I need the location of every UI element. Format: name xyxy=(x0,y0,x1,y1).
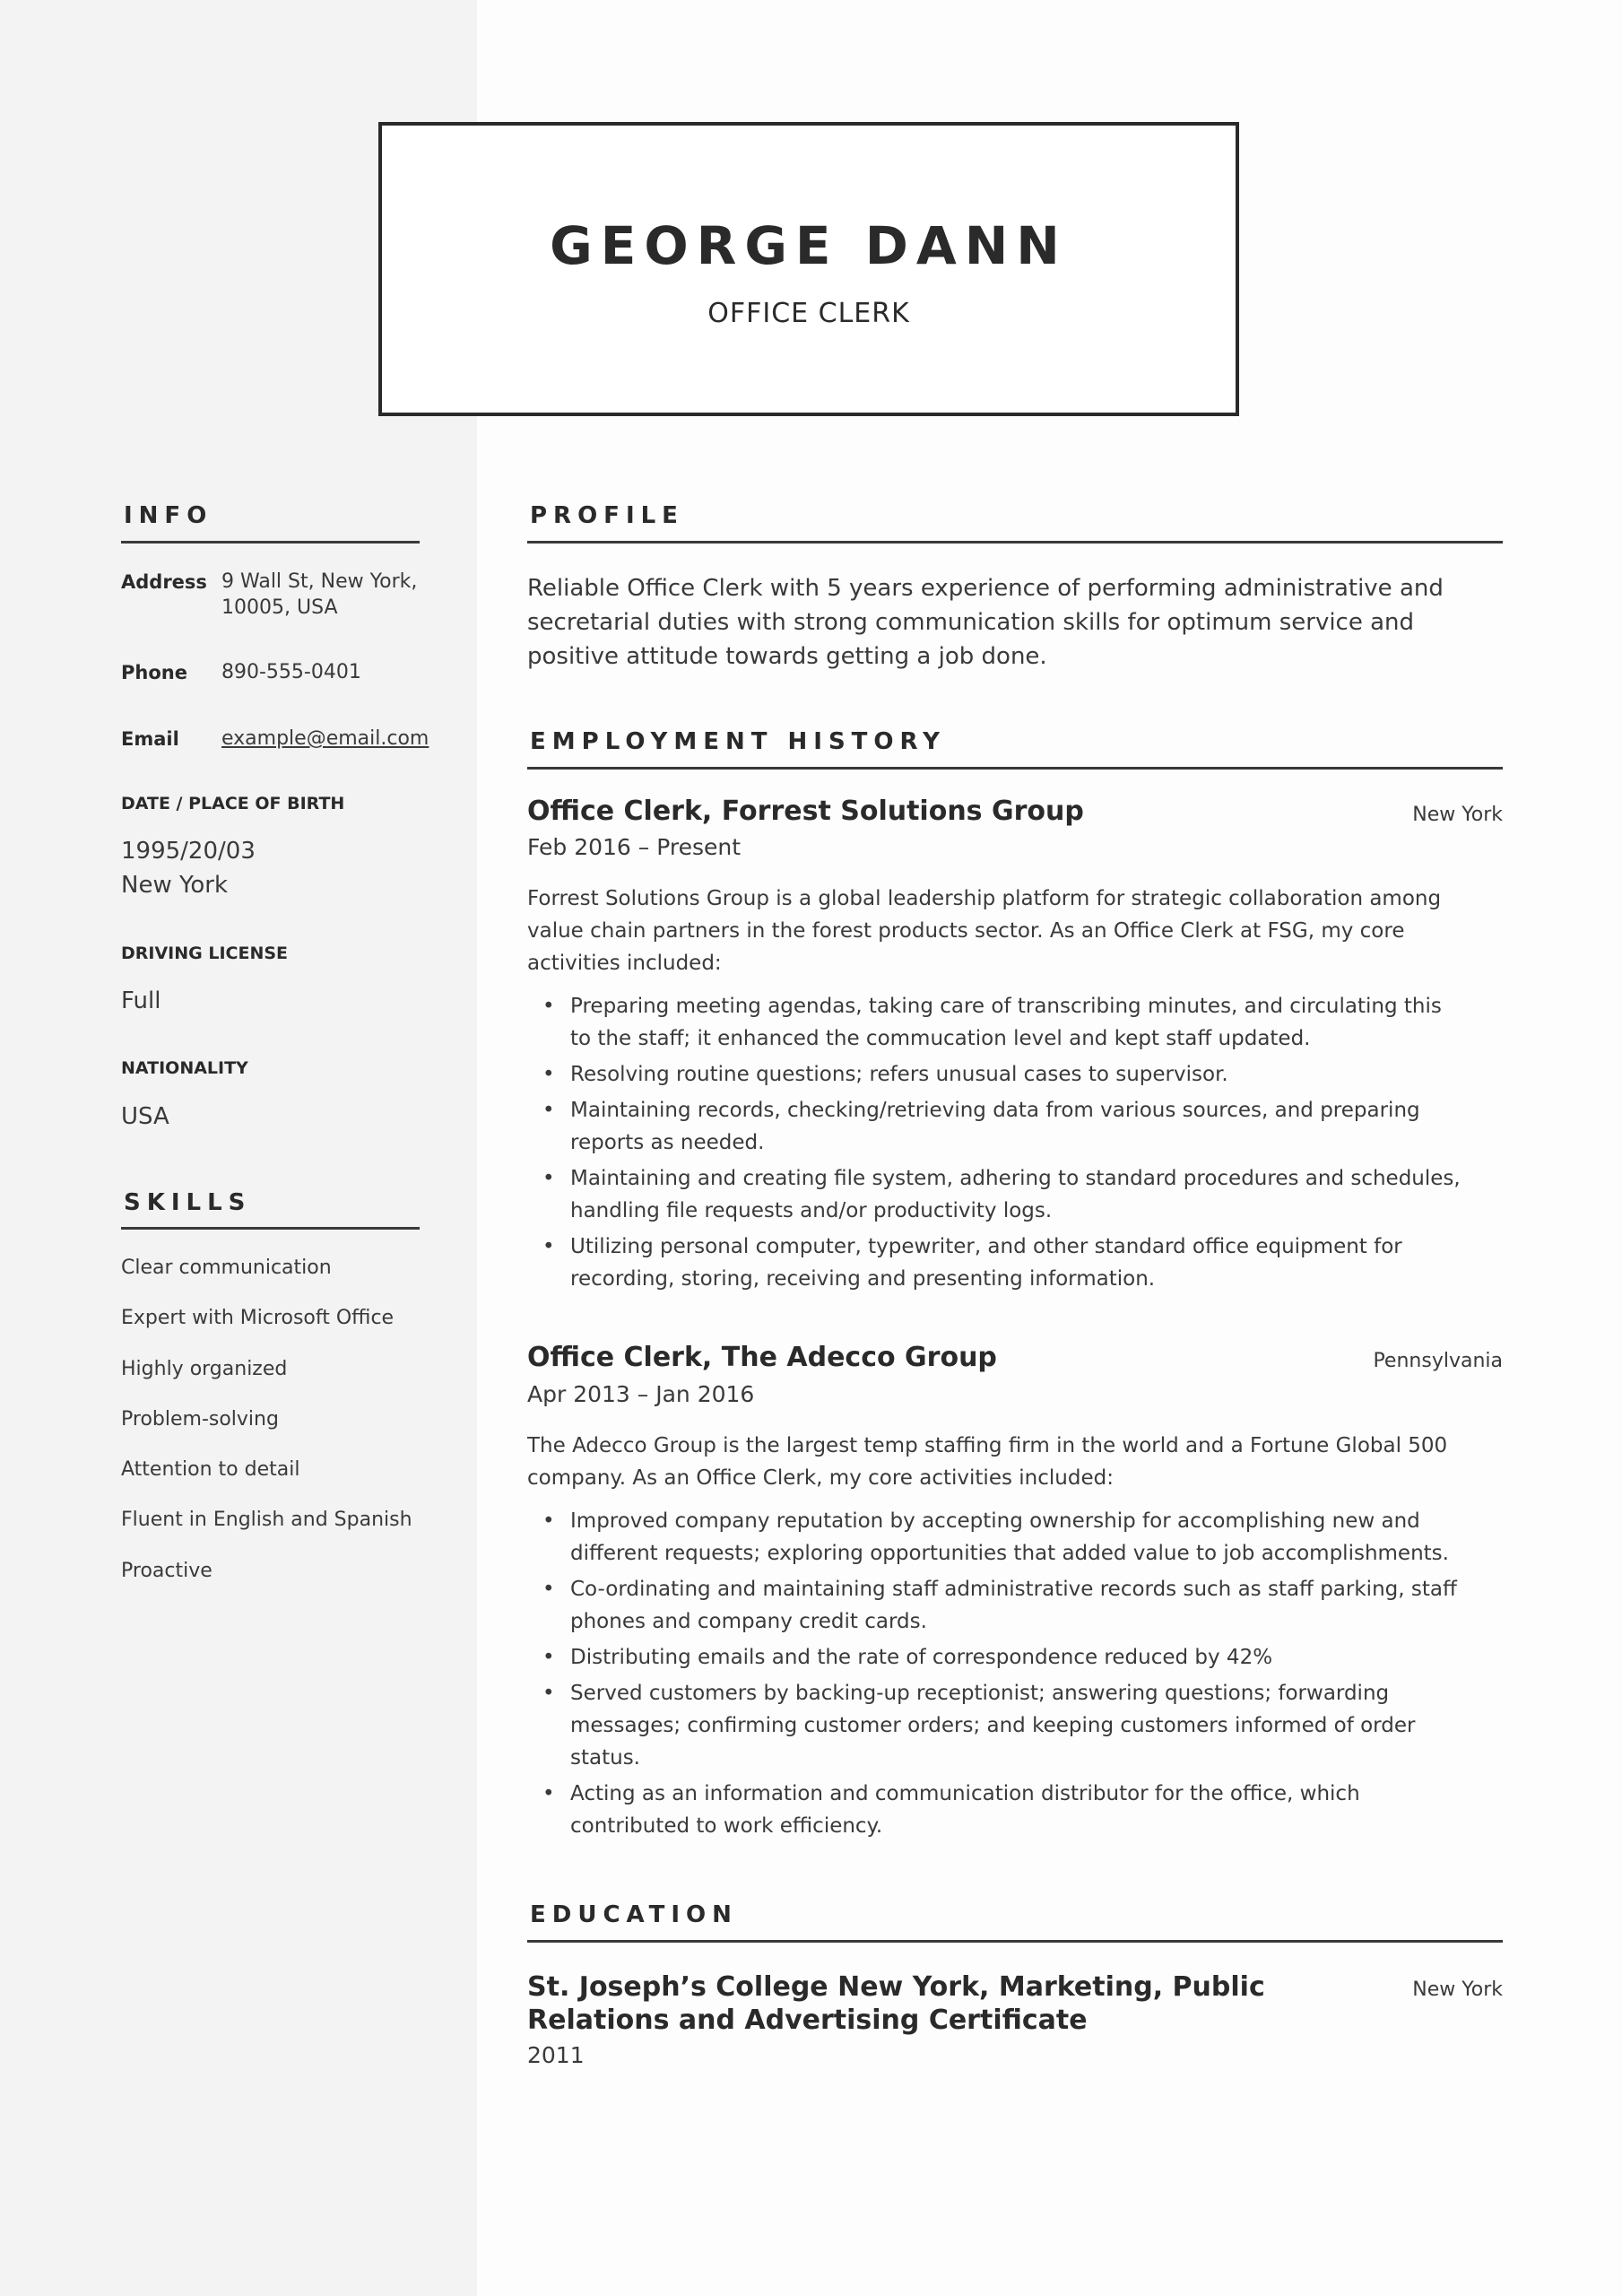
education-title-line: Relations and Advertising Certificate xyxy=(527,2005,1088,2036)
skill-item: Clear communication xyxy=(121,1257,332,1279)
candidate-name: GEORGE DANN xyxy=(550,215,1068,276)
skill-item: Expert with Microsoft Office xyxy=(121,1307,395,1329)
bullet-icon: • xyxy=(542,1235,555,1258)
bullet-line: Served customers by backing-up receptionist; answering questions; forwarding xyxy=(570,1682,1390,1705)
bullet-line: contributed to work efficiency. xyxy=(570,1814,883,1838)
skill-item: Fluent in English and Spanish xyxy=(121,1509,412,1531)
job-description xyxy=(527,1430,1505,1494)
phone-label: Phone xyxy=(121,662,187,683)
skills-heading: SKILLS xyxy=(124,1189,252,1216)
job-dates: Apr 2013 – Jan 2016 xyxy=(527,1381,755,1407)
phone-value: 890-555-0401 xyxy=(221,661,361,683)
bullet-line: Co-ordinating and maintaining staff administrative records such as staff parking, staff xyxy=(570,1578,1457,1601)
profile-line: Reliable Office Clerk with 5 years experience of performing administrative and xyxy=(527,575,1444,602)
description-line: activities included: xyxy=(527,952,722,975)
bullet-line: Resolving routine questions; refers unusual cases to supervisor. xyxy=(570,1063,1228,1086)
bullet-icon: • xyxy=(542,1509,555,1533)
skill-item: Proactive xyxy=(121,1560,213,1582)
address-line-2: 10005, USA xyxy=(221,596,338,619)
bullet-line: Acting as an information and communication distributor for the office, which xyxy=(570,1782,1360,1805)
job-bullet-list xyxy=(527,990,1505,1299)
description-line: company. As an Office Clerk, my core activities included: xyxy=(527,1466,1114,1490)
bullet-line: reports as needed. xyxy=(570,1131,765,1154)
bullet-item xyxy=(527,1058,1505,1091)
job-title: Office Clerk, Forrest Solutions Group xyxy=(527,796,1084,827)
bullet-item xyxy=(527,1231,1505,1295)
address-label: Address xyxy=(121,571,207,593)
education-divider xyxy=(527,1940,1503,1943)
employment-heading: EMPLOYMENT HISTORY xyxy=(530,728,946,755)
bullet-line: Distributing emails and the rate of correspondence reduced by 42% xyxy=(570,1646,1273,1669)
profile-divider xyxy=(527,541,1503,544)
skill-item: Problem-solving xyxy=(121,1408,279,1431)
bullet-icon: • xyxy=(542,1782,555,1805)
birth-place: New York xyxy=(121,872,229,899)
bullet-line: different requests; exploring opportunities that added value to job accomplishments. xyxy=(570,1542,1449,1565)
bullet-item xyxy=(527,1778,1505,1842)
bullet-icon: • xyxy=(542,1099,555,1122)
bullet-line: messages; confirming customer orders; and keeping customers informed of order xyxy=(570,1714,1416,1737)
bullet-item xyxy=(527,1094,1505,1159)
education-location: New York xyxy=(1412,1979,1503,2001)
bullet-line: Utilizing personal computer, typewriter, and other standard office equipment for xyxy=(570,1235,1402,1258)
birth-date: 1995/20/03 xyxy=(121,838,256,865)
email-label: Email xyxy=(121,728,179,750)
info-heading: INFO xyxy=(124,502,213,529)
bullet-line: Preparing meeting agendas, taking care of transcribing minutes, and circulating this xyxy=(570,995,1442,1018)
job-location: New York xyxy=(1412,804,1503,826)
bullet-item xyxy=(527,1573,1505,1638)
bullet-item xyxy=(527,1641,1505,1674)
bullet-icon: • xyxy=(542,995,555,1018)
description-line: The Adecco Group is the largest temp staffing firm in the world and a Fortune Global 500 xyxy=(527,1434,1448,1457)
bullet-icon: • xyxy=(542,1063,555,1086)
bullet-line: Maintaining and creating file system, adhering to standard procedures and schedules, xyxy=(570,1167,1461,1190)
bullet-line: Improved company reputation by accepting ownership for accomplishing new and xyxy=(570,1509,1420,1533)
education-heading: EDUCATION xyxy=(530,1901,738,1928)
license-value: Full xyxy=(121,987,161,1014)
birth-value xyxy=(121,834,256,902)
education-title xyxy=(527,1970,1298,2037)
job-description xyxy=(527,883,1505,979)
bullet-icon: • xyxy=(542,1646,555,1669)
skill-item: Attention to detail xyxy=(121,1458,300,1481)
job-dates: Feb 2016 – Present xyxy=(527,834,742,860)
birth-label: DATE / PLACE OF BIRTH xyxy=(121,794,345,813)
bullet-item xyxy=(527,1677,1505,1774)
job-bullet-list xyxy=(527,1505,1505,1846)
bullet-line: Maintaining records, checking/retrieving data from various sources, and preparing xyxy=(570,1099,1420,1122)
candidate-role: OFFICE CLERK xyxy=(707,298,910,329)
nationality-value: USA xyxy=(121,1103,169,1130)
bullet-item xyxy=(527,1505,1505,1570)
profile-line: positive attitude towards getting a job done. xyxy=(527,643,1047,670)
name-header-box xyxy=(378,122,1239,416)
bullet-line: status. xyxy=(570,1746,640,1770)
bullet-item xyxy=(527,990,1505,1055)
bullet-item xyxy=(527,1162,1505,1227)
email-link[interactable]: example@email.com xyxy=(221,727,429,750)
description-line: Forrest Solutions Group is a global leadership platform for strategic collaboration among xyxy=(527,887,1442,910)
education-title-line: St. Joseph’s College New York, Marketing, Public xyxy=(527,1971,1265,2003)
license-label: DRIVING LICENSE xyxy=(121,944,289,963)
job-location: Pennsylvania xyxy=(1373,1350,1503,1372)
bullet-line: to the staff; it enhanced the commucation level and kept staff updated. xyxy=(570,1027,1311,1050)
bullet-line: recording, storing, receiving and presenting information. xyxy=(570,1267,1156,1291)
address-value xyxy=(221,569,417,621)
employment-divider xyxy=(527,767,1503,770)
address-line-1: 9 Wall St, New York, xyxy=(221,570,418,593)
bullet-icon: • xyxy=(542,1167,555,1190)
info-divider xyxy=(121,541,420,544)
bullet-icon: • xyxy=(542,1578,555,1601)
bullet-line: phones and company credit cards. xyxy=(570,1610,927,1633)
description-line: value chain partners in the forest products sector. As an Office Clerk at FSG, my core xyxy=(527,919,1405,943)
job-title: Office Clerk, The Adecco Group xyxy=(527,1342,997,1373)
profile-line: secretarial duties with strong communication skills for optimum service and xyxy=(527,609,1415,636)
profile-heading: PROFILE xyxy=(530,502,684,529)
skill-item: Highly organized xyxy=(121,1358,288,1380)
bullet-line: handling file requests and/or productivity logs. xyxy=(570,1199,1053,1222)
education-year: 2011 xyxy=(527,2042,585,2068)
bullet-icon: • xyxy=(542,1682,555,1705)
nationality-label: NATIONALITY xyxy=(121,1058,248,1078)
skills-divider xyxy=(121,1227,420,1230)
profile-summary xyxy=(527,571,1505,674)
